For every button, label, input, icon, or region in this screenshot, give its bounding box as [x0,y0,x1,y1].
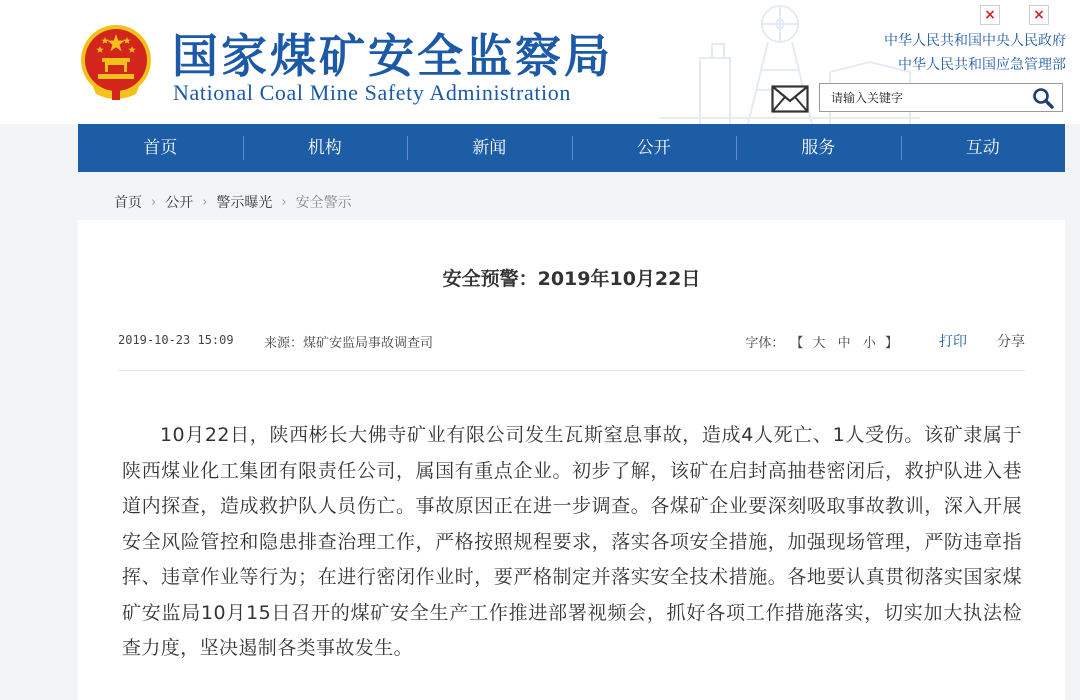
font-size-medium-button[interactable]: 中 [837,335,852,351]
nav-item-organization[interactable]: 机构 [243,124,408,172]
font-size-large-button[interactable]: 大 [812,335,827,351]
nav-item-interaction[interactable]: 互动 [901,124,1066,172]
breadcrumb-separator: › [151,194,157,210]
mail-icon[interactable] [771,85,809,113]
print-button[interactable]: 打印 [939,334,967,350]
breadcrumb-separator: › [281,194,287,210]
nav-item-news[interactable]: 新闻 [407,124,572,172]
font-size-bracket-open: 【 [790,335,805,351]
search-box [819,83,1063,112]
breadcrumb-public[interactable]: 公开 [165,195,194,211]
font-size-control [790,332,899,351]
article-title: 安全预警：2019年10月22日 [442,268,701,290]
article-body: 10月22日，陕西彬长大佛寺矿业有限公司发生瓦斯窒息事故，造成4人死亡、1人受伤。该矿隶属于陕西煤业化工集团有限责任公司，属国有重点企业。初步了解，该矿在启封高抽巷密闭后，救护队进入巷道内探查，造成救护队人员伤亡。事故原因正在进一步调查。各煤矿企业要深刻吸取事故教训，深入开展安全风险管控和隐患排查治理工作，严格按照规程要求，落实各项安全措施，加强现场管理，严防违章指挥、违章作业等行为；在进行密闭作业时，要严格制定并落实安全技术措施。各地要认真贯彻落实国家煤矿安监局10月15日召开的煤矿安全生产工作推进部署视频会，抓好各项工作措施落实，切实加大执法检查力度，坚决遏制各类事故发生。 [122,424,1022,659]
nav-item-public[interactable]: 公开 [572,124,737,172]
nav-item-services[interactable]: 服务 [736,124,901,172]
article-source: 来源：煤矿安监局事故调查司 [264,336,434,351]
publish-date: 2019-10-23 15:09 [118,333,234,347]
font-size-small-button[interactable]: 小 [862,335,877,351]
breadcrumb-home[interactable]: 首页 [114,195,142,211]
site-title: 国家煤矿安全监察局 [172,29,613,83]
breadcrumb-current: 安全警示 [295,195,352,211]
breadcrumb-warnings[interactable]: 警示曝光 [216,195,273,211]
font-size-label: 字体： [745,335,785,351]
breadcrumb-separator: › [202,194,208,210]
close-icon[interactable]: × [1029,5,1049,25]
nav-item-home[interactable]: 首页 [143,138,178,158]
site-header [0,0,1080,124]
close-icon[interactable]: × [980,5,1000,25]
meta-divider [118,370,1025,371]
site-title-english: National Coal Mine Safety Administration [173,80,571,105]
search-icon[interactable] [1032,87,1054,109]
font-size-bracket-close: 】 [884,335,899,351]
link-emergency-ministry[interactable]: 中华人民共和国应急管理部 [898,57,1066,73]
breadcrumb [114,192,352,212]
main-nav [78,124,1065,172]
link-central-government[interactable]: 中华人民共和国中央人民政府 [884,33,1066,49]
search-input[interactable] [820,84,1020,111]
article-panel [78,220,1065,700]
national-emblem-icon [78,22,154,102]
share-button[interactable]: 分享 [997,334,1025,350]
article-tools [745,331,1025,351]
